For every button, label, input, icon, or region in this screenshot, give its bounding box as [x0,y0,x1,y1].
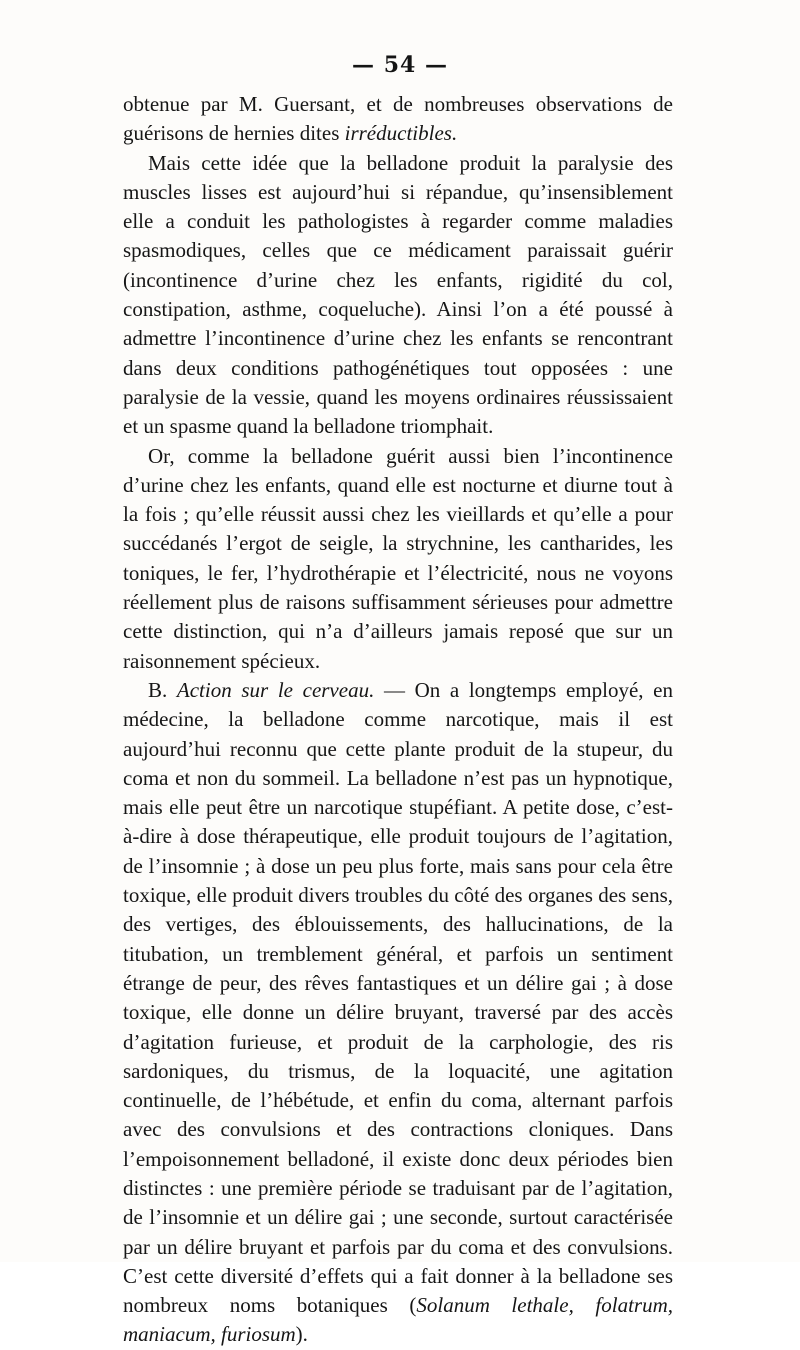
paragraph-1-italic: irréductibles. [344,121,458,146]
paragraph-1 [123,90,673,149]
botanical-names: Solanum lethale, folatrum, maniacum, furiosum [123,1293,673,1347]
paragraph-4-end: ). [295,1322,308,1347]
paragraph-3: Or, comme la belladone guérit aussi bien l’incontinence d’urine chez les enfants, quand elle est nocturne et diurne tout à la fois ; qu’elle réussit aussi chez les vieillards et qu’elle a pour succédanés l’ergot de seigle, la strychnine, les cantharides, les toniques, le fer, l’hydrothérapie et l’électricité, nous ne voyons réellement plus de raisons suffisamment sérieuses pour admettre cette distinction, qui n’a d’ailleurs jamais reposé que sur un raisonnement spécieux. [123,443,673,673]
paragraph-4-text: — On a longtemps employé, en médecine, la belladone comme narcotique, mais il est aujourd’hui reconnu que cette plante produit de la stupeur, du coma et non du sommeil. La belladone n’est pas un hypnotique, mais elle peut être un narcotique stupéfiant. A petite dose, c’est-à-dire à dose thérapeutique, elle produit toujours de l’agitation, de l’insomnie ; à dose un peu plus forte, mais sans pour cela être toxique, elle produit divers troubles du côté des organes des sens, des vertiges, des éblouissements, des hallucinations, de la titubation, un tremblement général, et parfois un sentiment étrange de peur, des rêves fantastiques et un délire gai ; à dose toxique, elle donne un délire bruyant, traversé par des accès d’agitation furieuse, et produit de la carphologie, des ris sardoniques, du trismus, de la loquacité, une agitation continuelle, de l’hébétude, et enfin du coma, alternant parfois avec des convulsions et des contractions cloniques. Dans l’empoisonnement belladoné, il existe donc deux périodes bien distinctes : une première période se traduisant par de l’agitation, de l’insomnie et un délire gai ; une seconde, surtout caractérisée par un délire bruyant et parfois par du coma et des convulsions. C’est cette diversité d’effets qui a fait donner à la belladone ses nombreux noms botaniques ( [123,677,673,1318]
page-number: — 54 — [352,52,448,78]
section-heading: Action sur le cerveau. [176,677,375,702]
section-label: B. [148,677,168,702]
paragraph-2: Mais cette idée que la belladone produit la paralysie des muscles lisses est aujourd’hui si répandue, qu’insensiblement elle a conduit les pathologistes à regarder comme maladies spasmodiques, celles que ce médicament paraissait guérir (incontinence d’urine chez les enfants, rigidité du col, constipation, asthme, coqueluche). Ainsi l’on a été poussé à admettre l’incontinence d’urine chez les enfants se rencontrant dans deux conditions pathogénétiques tout opposées : une paralysie de la vessie, quand les moyens ordinaires réussissaient et un spasme quand la belladone triomphait. [123,150,673,439]
paragraph-4 [123,676,673,1350]
body-text [123,90,673,1350]
paragraph-1-text: obtenue par M. Guersant, et de nombreuses observations de guérisons de hernies dites [123,92,673,146]
